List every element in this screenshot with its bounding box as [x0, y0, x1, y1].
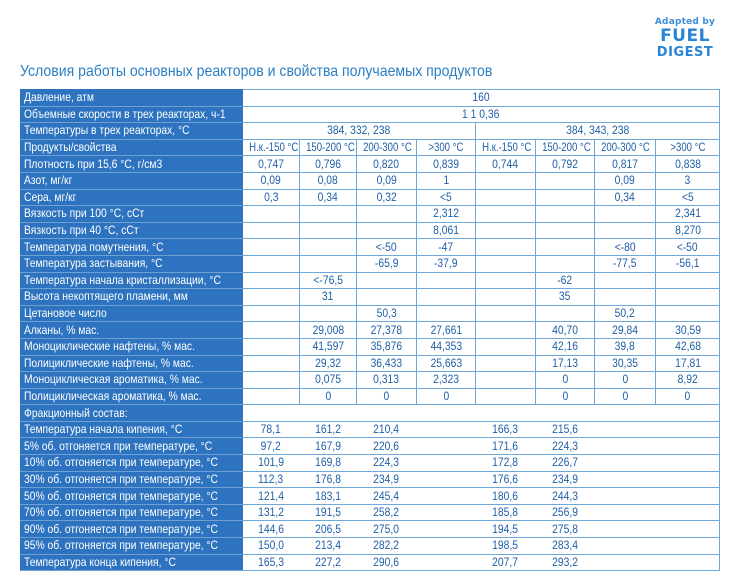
pressure-value: 160 [243, 90, 720, 107]
table-cell [357, 222, 417, 239]
table-cell: 78,1 [243, 421, 300, 438]
table-cell [476, 206, 536, 223]
table-row [21, 189, 720, 206]
table-cell [417, 521, 476, 538]
table-cell: 29,84 [595, 322, 656, 339]
table-row [21, 305, 720, 322]
table-cell: 176,6 [476, 471, 536, 488]
table-cell [595, 438, 656, 455]
table-cell [476, 189, 536, 206]
table-cell: 293,2 [536, 554, 595, 571]
row-label: 30% об. отгоняется при температуре, °C [21, 471, 243, 488]
table-cell: 0 [536, 372, 595, 389]
table-cell [595, 222, 656, 239]
table-cell [476, 172, 536, 189]
table-cell [595, 272, 656, 289]
table-cell: 29,008 [300, 322, 357, 339]
table-cell: 198,5 [476, 538, 536, 555]
table-cell [476, 338, 536, 355]
table-cell: 0,744 [476, 156, 536, 173]
table-row [21, 388, 720, 405]
table-cell: 176,8 [300, 471, 357, 488]
column-header: 200-300 °C [595, 139, 656, 156]
table-cell: -56,1 [656, 255, 720, 272]
logo-digest-text: DIGEST [656, 45, 714, 60]
table-cell [595, 504, 656, 521]
table-cell: 42,68 [656, 338, 720, 355]
table-cell: 3 [656, 172, 720, 189]
logo-adapted-text: Adapted by [654, 17, 716, 27]
temperatures-left-value: 384, 332, 238 [243, 123, 476, 140]
table-cell: 0,32 [357, 189, 417, 206]
row-label: 5% об. отгоняется при температуре, °C [21, 438, 243, 455]
table-cell [417, 289, 476, 306]
table-cell: 41,597 [300, 338, 357, 355]
table-cell [476, 388, 536, 405]
table-cell [243, 405, 300, 422]
table-cell [476, 222, 536, 239]
row-label: 50% об. отгоняется при температуре, °C [21, 488, 243, 505]
table-cell: -47 [417, 239, 476, 256]
table-cell [656, 471, 720, 488]
column-header: 150-200 °C [300, 139, 357, 156]
row-label: 70% об. отгоняется при температуре, °C [21, 504, 243, 521]
table-row [21, 106, 720, 123]
table-cell: 31 [300, 289, 357, 306]
table-cell: 0 [357, 388, 417, 405]
row-label: Полициклические нафтены, % мас. [21, 355, 243, 372]
table-row [21, 538, 720, 555]
row-label: Продукты/свойства [21, 139, 243, 156]
row-label: Давление, атм [21, 90, 243, 107]
table-cell: 112,3 [243, 471, 300, 488]
table-row [21, 239, 720, 256]
table-header-row [21, 139, 720, 156]
table-cell: 256,9 [536, 504, 595, 521]
table-cell [656, 538, 720, 555]
table-cell: 220,6 [357, 438, 417, 455]
table-cell [656, 488, 720, 505]
table-cell: 215,6 [536, 421, 595, 438]
row-label: Азот, мг/кг [21, 172, 243, 189]
table-row [21, 488, 720, 505]
table-cell [243, 272, 300, 289]
table-cell [243, 372, 300, 389]
table-row [21, 206, 720, 223]
table-cell: 194,5 [476, 521, 536, 538]
table-cell: 245,4 [357, 488, 417, 505]
table-row [21, 421, 720, 438]
table-cell: 44,353 [417, 338, 476, 355]
table-cell: 0,09 [595, 172, 656, 189]
row-label: Температуры в трех реакторах, °C [21, 123, 243, 140]
table-cell: 101,9 [243, 455, 300, 472]
row-label: Вязкость при 40 °C, сСт [21, 222, 243, 239]
table-cell: -65,9 [357, 255, 417, 272]
logo-fuel-text: FUEL [660, 26, 710, 46]
row-label: Моноциклические нафтены, % мас. [21, 338, 243, 355]
table-row [21, 504, 720, 521]
table-cell: 2,341 [656, 206, 720, 223]
table-cell: 0 [595, 388, 656, 405]
table-cell [656, 289, 720, 306]
table-cell [595, 289, 656, 306]
row-label: Температура начала кристаллизации, °C [21, 272, 243, 289]
table-cell [243, 255, 300, 272]
table-cell: 35 [536, 289, 595, 306]
row-label: 95% об. отгоняется при температуре, °C [21, 538, 243, 555]
table-cell [536, 405, 595, 422]
table-cell: 275,0 [357, 521, 417, 538]
table-cell: <5 [656, 189, 720, 206]
table-cell: 0,09 [357, 172, 417, 189]
table-cell [243, 322, 300, 339]
table-cell [476, 289, 536, 306]
table-cell [357, 206, 417, 223]
table-row [21, 172, 720, 189]
table-row [21, 322, 720, 339]
table-cell: 275,8 [536, 521, 595, 538]
table-cell [536, 189, 595, 206]
table-cell: 39,8 [595, 338, 656, 355]
row-label: 10% об. отгоняется при температуре, °C [21, 455, 243, 472]
table-cell [595, 488, 656, 505]
table-cell: 258,2 [357, 504, 417, 521]
table-cell [417, 405, 476, 422]
table-cell [656, 438, 720, 455]
table-cell: 226,7 [536, 455, 595, 472]
table-cell: 213,4 [300, 538, 357, 555]
table-cell: 27,661 [417, 322, 476, 339]
space-velocity-value: 1 1 0,36 [243, 106, 720, 123]
table-cell: 183,1 [300, 488, 357, 505]
table-cell: 29,32 [300, 355, 357, 372]
table-cell: 210,4 [357, 421, 417, 438]
table-cell: 131,2 [243, 504, 300, 521]
temperatures-right-value: 384, 343, 238 [476, 123, 720, 140]
table-cell [417, 538, 476, 555]
table-cell: 161,2 [300, 421, 357, 438]
table-row [21, 372, 720, 389]
table-cell [595, 206, 656, 223]
table-cell: 171,6 [476, 438, 536, 455]
table-cell: 0 [417, 388, 476, 405]
table-cell: 0 [656, 388, 720, 405]
table-cell: 191,5 [300, 504, 357, 521]
table-cell: 40,70 [536, 322, 595, 339]
table-row [21, 471, 720, 488]
table-cell: 150,0 [243, 538, 300, 555]
table-cell [536, 222, 595, 239]
table-cell: 8,270 [656, 222, 720, 239]
row-label: Плотность при 15,6 °C, г/см3 [21, 156, 243, 173]
table-cell: <5 [417, 189, 476, 206]
table-cell: 165,3 [243, 554, 300, 571]
table-cell: 234,9 [536, 471, 595, 488]
table-cell [476, 322, 536, 339]
table-cell: 36,433 [357, 355, 417, 372]
table-cell: <-80 [595, 239, 656, 256]
table-cell [243, 338, 300, 355]
table-cell [476, 305, 536, 322]
row-label: Высота некоптящего пламени, мм [21, 289, 243, 306]
table-row [21, 455, 720, 472]
row-label: Цетановое число [21, 305, 243, 322]
table-cell: 121,4 [243, 488, 300, 505]
row-label: Температура начала кипения, °C [21, 421, 243, 438]
table-cell [536, 172, 595, 189]
row-label: Объемные скорости в трех реакторах, ч-1 [21, 106, 243, 123]
table-cell: 185,8 [476, 504, 536, 521]
table-cell [357, 272, 417, 289]
table-cell: <-76,5 [300, 272, 357, 289]
table-row [21, 272, 720, 289]
table-cell: 234,9 [357, 471, 417, 488]
reactor-properties-table [20, 89, 720, 571]
table-cell: -62 [536, 272, 595, 289]
table-cell: 0,839 [417, 156, 476, 173]
table-cell [357, 289, 417, 306]
column-header: >300 °C [417, 139, 476, 156]
table-cell [417, 554, 476, 571]
table-cell: 0,08 [300, 172, 357, 189]
table-cell [656, 405, 720, 422]
table-cell: 0,34 [300, 189, 357, 206]
table-row [21, 222, 720, 239]
table-cell [300, 405, 357, 422]
table-cell: 0,792 [536, 156, 595, 173]
table-cell [656, 305, 720, 322]
table-cell [243, 388, 300, 405]
table-cell [300, 255, 357, 272]
fuel-digest-logo [650, 18, 720, 59]
table-cell [656, 521, 720, 538]
table-cell [656, 455, 720, 472]
row-label: Алканы, % мас. [21, 322, 243, 339]
table-cell: 25,663 [417, 355, 476, 372]
table-cell [243, 239, 300, 256]
table-cell: -37,9 [417, 255, 476, 272]
table-cell: 224,3 [357, 455, 417, 472]
column-header: 150-200 °C [536, 139, 595, 156]
table-cell: 2,312 [417, 206, 476, 223]
table-cell: <-50 [357, 239, 417, 256]
table-cell: 17,13 [536, 355, 595, 372]
table-cell [300, 206, 357, 223]
row-label: Полициклическая ароматика, % мас. [21, 388, 243, 405]
table-cell: 0,075 [300, 372, 357, 389]
row-label: Моноциклическая ароматика, % мас. [21, 372, 243, 389]
table-row [21, 255, 720, 272]
table-cell: 0,09 [243, 172, 300, 189]
table-cell: 50,2 [595, 305, 656, 322]
table-cell: 0,838 [656, 156, 720, 173]
table-row [21, 123, 720, 140]
table-cell: 244,3 [536, 488, 595, 505]
table-cell: 224,3 [536, 438, 595, 455]
table-cell [417, 488, 476, 505]
table-cell: 283,4 [536, 538, 595, 555]
column-header: Н.к.-150 °C [243, 139, 300, 156]
table-cell [656, 504, 720, 521]
page-title: Условия работы основных реакторов и свойства получаемых продуктов [20, 63, 493, 80]
table-cell [595, 554, 656, 571]
table-cell: 167,9 [300, 438, 357, 455]
table-cell: 42,16 [536, 338, 595, 355]
table-cell [417, 471, 476, 488]
table-row [21, 405, 720, 422]
table-cell [417, 272, 476, 289]
row-label: 90% об. отгоняется при температуре, °C [21, 521, 243, 538]
table-cell: 30,59 [656, 322, 720, 339]
row-label: Фракционный состав: [21, 405, 243, 422]
table-cell [476, 255, 536, 272]
table-cell [595, 521, 656, 538]
table-cell [595, 421, 656, 438]
table-cell: 0 [536, 388, 595, 405]
table-cell [357, 405, 417, 422]
table-cell: 1 [417, 172, 476, 189]
table-cell [536, 239, 595, 256]
table-row [21, 156, 720, 173]
table-row [21, 554, 720, 571]
table-cell [243, 355, 300, 372]
table-row [21, 90, 720, 107]
table-cell [417, 455, 476, 472]
row-label: Температура помутнения, °C [21, 239, 243, 256]
column-header: 200-300 °C [357, 139, 417, 156]
table-cell [243, 305, 300, 322]
table-cell: <-50 [656, 239, 720, 256]
table-cell: 0,820 [357, 156, 417, 173]
table-cell [536, 255, 595, 272]
table-cell [476, 272, 536, 289]
table-cell [595, 455, 656, 472]
table-cell [536, 305, 595, 322]
table-cell [595, 405, 656, 422]
table-cell: 207,7 [476, 554, 536, 571]
table-cell [595, 471, 656, 488]
column-header: Н.к.-150 °C [476, 139, 536, 156]
row-label: Сера, мг/кг [21, 189, 243, 206]
table-cell [656, 272, 720, 289]
table-cell [476, 372, 536, 389]
table-cell [656, 421, 720, 438]
table-cell: 0,3 [243, 189, 300, 206]
table-cell [243, 289, 300, 306]
table-cell [476, 355, 536, 372]
row-label: Температура застывания, °C [21, 255, 243, 272]
table-cell [417, 438, 476, 455]
table-cell: 290,6 [357, 554, 417, 571]
table-cell: 2,323 [417, 372, 476, 389]
table-row [21, 355, 720, 372]
table-cell: 282,2 [357, 538, 417, 555]
table-cell [300, 222, 357, 239]
row-label: Вязкость при 100 °C, сСт [21, 206, 243, 223]
table-cell: 8,061 [417, 222, 476, 239]
table-row [21, 289, 720, 306]
table-cell: 35,876 [357, 338, 417, 355]
table-cell: 97,2 [243, 438, 300, 455]
table-cell: 17,81 [656, 355, 720, 372]
table-cell [300, 239, 357, 256]
table-cell: 0,313 [357, 372, 417, 389]
table-cell [595, 538, 656, 555]
table-cell [417, 504, 476, 521]
table-cell: 27,378 [357, 322, 417, 339]
table-cell: 0,34 [595, 189, 656, 206]
table-cell: 172,8 [476, 455, 536, 472]
row-label: Температура конца кипения, °C [21, 554, 243, 571]
table-cell: 0 [300, 388, 357, 405]
table-cell: 50,3 [357, 305, 417, 322]
table-cell [476, 239, 536, 256]
table-cell [536, 206, 595, 223]
table-cell [656, 554, 720, 571]
table-cell: 206,5 [300, 521, 357, 538]
table-cell: 8,92 [656, 372, 720, 389]
table-cell: 30,35 [595, 355, 656, 372]
table-cell: 0,796 [300, 156, 357, 173]
table-cell: 227,2 [300, 554, 357, 571]
table-row [21, 521, 720, 538]
table-cell [300, 305, 357, 322]
table-row [21, 438, 720, 455]
table-cell: 0 [595, 372, 656, 389]
table-cell: 0,817 [595, 156, 656, 173]
table-row [21, 338, 720, 355]
table-cell: 166,3 [476, 421, 536, 438]
table-cell: 0,747 [243, 156, 300, 173]
table-cell [417, 305, 476, 322]
table-cell [476, 405, 536, 422]
column-header: >300 °C [656, 139, 720, 156]
table-cell: 180,6 [476, 488, 536, 505]
table-cell: 169,8 [300, 455, 357, 472]
table-cell: -77,5 [595, 255, 656, 272]
table-cell: 144,6 [243, 521, 300, 538]
table-cell [417, 421, 476, 438]
table-cell [243, 206, 300, 223]
table-cell [243, 222, 300, 239]
